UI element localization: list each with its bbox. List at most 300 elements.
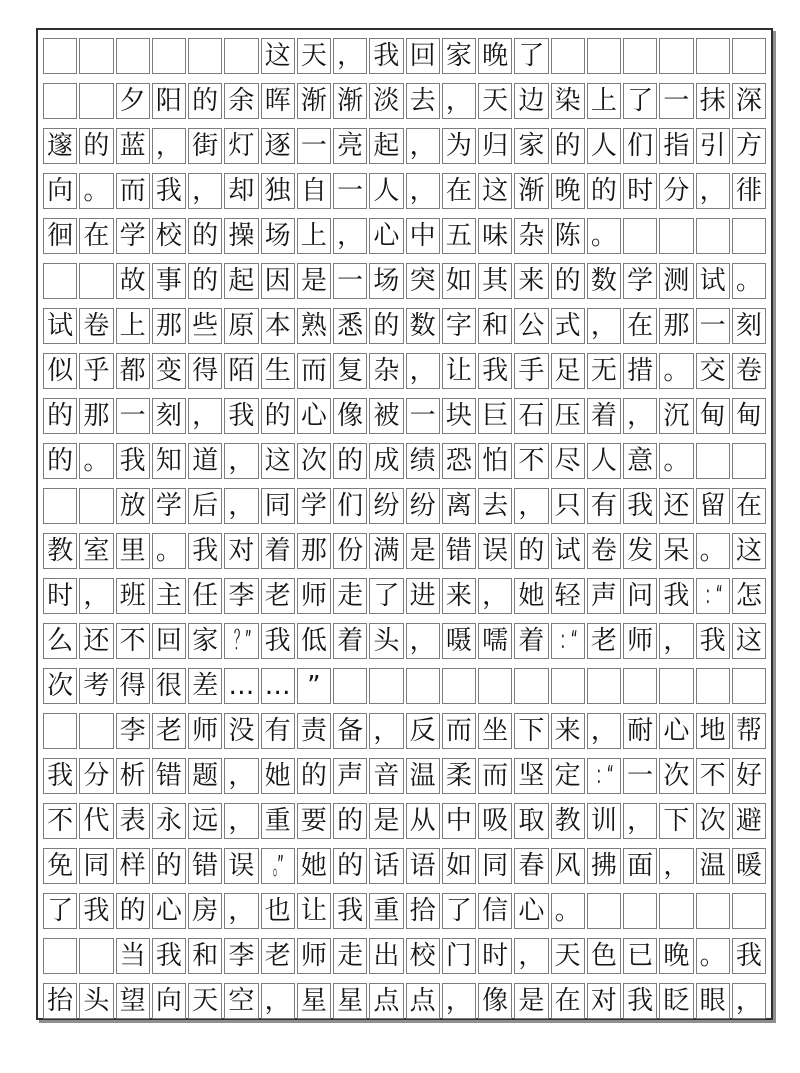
grid-cell <box>659 983 693 1019</box>
grid-cell <box>551 443 585 479</box>
character: 房 <box>192 896 219 926</box>
character: 考 <box>83 671 110 701</box>
character: 从 <box>409 806 436 836</box>
character: 备 <box>337 716 364 746</box>
grid-cell-empty <box>188 38 222 74</box>
character: 试 <box>554 536 581 566</box>
character: 我 <box>337 896 364 926</box>
character: 这 <box>482 176 509 206</box>
character: 自 <box>300 176 327 206</box>
character: 的 <box>47 446 74 476</box>
character: 师 <box>192 716 219 746</box>
grid-cell <box>224 128 258 164</box>
grid-cell <box>297 533 331 569</box>
character: 却 <box>228 176 255 206</box>
character: 一 <box>337 176 364 206</box>
character: 坐 <box>482 716 509 746</box>
grid-cell <box>261 398 295 434</box>
grid-cell <box>587 353 621 389</box>
grid-cell <box>188 758 222 794</box>
grid-cell <box>188 533 222 569</box>
grid-row <box>43 398 766 434</box>
grid-cell-empty <box>43 83 77 119</box>
grid-cell <box>369 488 403 524</box>
grid-cell <box>659 578 693 614</box>
character: 我 <box>482 356 509 386</box>
character: 怕 <box>482 446 509 476</box>
character: 测 <box>663 266 690 296</box>
character: 故 <box>119 266 146 296</box>
character: 足 <box>554 356 581 386</box>
character: 里 <box>119 536 146 566</box>
character: 了 <box>47 896 74 926</box>
grid-cell <box>406 983 440 1019</box>
grid-cell-empty <box>587 893 621 929</box>
grid-cell <box>406 848 440 884</box>
grid-cell <box>659 623 693 659</box>
grid-cell <box>224 803 258 839</box>
character: 的 <box>119 896 146 926</box>
grid-cell <box>442 38 476 74</box>
character: 话 <box>373 851 400 881</box>
character: 乎 <box>83 356 110 386</box>
character: 色 <box>590 941 617 971</box>
grid-cell <box>116 83 150 119</box>
grid-cell <box>152 803 186 839</box>
character: 着 <box>337 626 364 656</box>
grid-cell <box>696 263 730 299</box>
character: 低 <box>300 626 327 656</box>
grid-cell <box>297 398 331 434</box>
grid-cell <box>43 983 77 1019</box>
character: 向 <box>47 176 74 206</box>
character: 我 <box>47 761 74 791</box>
grid-cell <box>188 263 222 299</box>
character: 。 <box>663 446 690 476</box>
grid-cell <box>623 263 657 299</box>
grid-cell <box>442 803 476 839</box>
grid-cell <box>514 308 548 344</box>
character: 头 <box>83 986 110 1016</box>
grid-cell <box>224 218 258 254</box>
grid-cell <box>551 758 585 794</box>
character: 亮 <box>337 131 364 161</box>
character: ， <box>627 806 654 836</box>
character: 同 <box>264 491 291 521</box>
character: 错 <box>192 851 219 881</box>
grid-cell <box>659 533 693 569</box>
grid-cell <box>261 668 295 704</box>
character: 都 <box>119 356 146 386</box>
character: 阳 <box>155 86 182 116</box>
character: ， <box>699 176 726 206</box>
grid-cell <box>478 848 512 884</box>
character: 走 <box>337 581 364 611</box>
grid-cell <box>659 308 693 344</box>
grid-row <box>43 893 766 929</box>
character: 重 <box>264 806 291 836</box>
grid-cell <box>261 893 295 929</box>
grid-cell <box>297 353 331 389</box>
character: 星 <box>337 986 364 1016</box>
grid-cell <box>369 533 403 569</box>
grid-cell <box>659 758 693 794</box>
grid-cell <box>152 713 186 749</box>
character: 音 <box>373 761 400 791</box>
grid-cell <box>79 308 113 344</box>
character: 有 <box>590 491 617 521</box>
grid-cell <box>623 713 657 749</box>
grid-cell <box>551 398 585 434</box>
grid-cell-empty <box>732 668 766 704</box>
grid-cell-empty <box>587 668 621 704</box>
grid-row <box>43 263 766 299</box>
grid-cell <box>43 443 77 479</box>
grid-cell <box>478 578 512 614</box>
grid-cell <box>696 533 730 569</box>
character: 拾 <box>409 896 436 926</box>
grid-cell <box>623 758 657 794</box>
grid-cell <box>659 128 693 164</box>
character: ， <box>409 176 436 206</box>
character: 的 <box>337 851 364 881</box>
grid-cell <box>188 353 222 389</box>
character: ， <box>445 86 472 116</box>
character: 教 <box>554 806 581 836</box>
grid-cell <box>152 533 186 569</box>
grid-cell <box>514 38 548 74</box>
character: 渐 <box>518 176 545 206</box>
character: 次 <box>47 671 74 701</box>
grid-cell <box>43 848 77 884</box>
grid-cell <box>696 803 730 839</box>
grid-cell <box>442 218 476 254</box>
grid-cell <box>261 443 295 479</box>
grid-cell <box>514 443 548 479</box>
grid-cell <box>116 218 150 254</box>
grid-cell <box>333 758 367 794</box>
grid-cell <box>297 128 331 164</box>
character: 回 <box>155 626 182 656</box>
grid-cell <box>406 443 440 479</box>
grid-cell <box>79 533 113 569</box>
grid-cell <box>406 263 440 299</box>
character: 那 <box>83 401 110 431</box>
character: 已 <box>627 941 654 971</box>
character: 块 <box>445 401 472 431</box>
character: 手 <box>518 356 545 386</box>
grid-cell-empty <box>732 38 766 74</box>
character: 在 <box>735 491 762 521</box>
grid-cell <box>623 488 657 524</box>
grid-cell <box>732 173 766 209</box>
character: 得 <box>119 671 146 701</box>
grid-cell <box>587 803 621 839</box>
grid-cell <box>406 533 440 569</box>
grid-cell <box>152 893 186 929</box>
grid-cell <box>224 623 258 659</box>
grid-cell <box>43 623 77 659</box>
character: ， <box>445 986 472 1016</box>
character: 了 <box>627 86 654 116</box>
grid-cell <box>551 128 585 164</box>
grid-cell-empty <box>696 668 730 704</box>
grid-cell <box>224 578 258 614</box>
grid-cell <box>406 173 440 209</box>
grid-cell-empty <box>514 668 548 704</box>
character: 不 <box>699 761 726 791</box>
grid-cell <box>43 668 77 704</box>
grid-cell <box>442 578 476 614</box>
grid-cell <box>659 938 693 974</box>
character: 分 <box>83 761 110 791</box>
character: 向 <box>155 986 182 1016</box>
grid-cell <box>152 128 186 164</box>
character: 任 <box>192 581 219 611</box>
grid-cell-empty <box>79 83 113 119</box>
grid-cell <box>116 443 150 479</box>
character: 那 <box>300 536 327 566</box>
character: 引 <box>699 131 726 161</box>
grid-cell <box>152 263 186 299</box>
grid-row <box>43 803 766 839</box>
grid-cell <box>116 488 150 524</box>
character: 在 <box>627 311 654 341</box>
grid-cell <box>333 218 367 254</box>
grid-cell-empty <box>79 38 113 74</box>
character: 头 <box>373 626 400 656</box>
grid-cell <box>297 848 331 884</box>
character: 帮 <box>735 716 762 746</box>
character: 卷 <box>590 536 617 566</box>
character: 对 <box>228 536 255 566</box>
grid-cell <box>79 353 113 389</box>
grid-cell-empty <box>659 893 693 929</box>
grid-cell <box>333 713 367 749</box>
grid-cell <box>587 488 621 524</box>
grid-cell <box>587 83 621 119</box>
grid-row <box>43 758 766 794</box>
grid-cell <box>152 353 186 389</box>
character: 余 <box>228 86 255 116</box>
grid-cell <box>478 713 512 749</box>
grid-cell <box>261 758 295 794</box>
grid-cell <box>152 443 186 479</box>
character: 人 <box>590 446 617 476</box>
character: 心 <box>373 221 400 251</box>
character: 刻 <box>155 401 182 431</box>
character: 巨 <box>482 401 509 431</box>
character: 们 <box>627 131 654 161</box>
grid-cell <box>478 218 512 254</box>
grid-cell <box>696 173 730 209</box>
character: 来 <box>445 581 472 611</box>
grid-cell <box>478 173 512 209</box>
grid-cell <box>297 443 331 479</box>
grid-cell-empty <box>696 38 730 74</box>
grid-cell <box>696 983 730 1019</box>
grid-cell <box>333 848 367 884</box>
character: 重 <box>373 896 400 926</box>
character: ， <box>590 311 617 341</box>
grid-cell <box>406 578 440 614</box>
grid-cell-empty <box>732 443 766 479</box>
grid-cell <box>224 443 258 479</box>
grid-cell <box>79 848 113 884</box>
character: 悉 <box>337 311 364 341</box>
grid-cell <box>478 983 512 1019</box>
grid-cell <box>551 893 585 929</box>
grid-cell <box>732 533 766 569</box>
character: 复 <box>337 356 364 386</box>
character: 上 <box>590 86 617 116</box>
character: 家 <box>445 41 472 71</box>
character: 渐 <box>300 86 327 116</box>
grid-cell <box>514 263 548 299</box>
character: 老 <box>264 581 291 611</box>
grid-cell-empty <box>43 38 77 74</box>
character: ：“ <box>704 581 721 611</box>
grid-cell <box>297 263 331 299</box>
grid-cell-empty <box>442 668 476 704</box>
character: 生 <box>264 356 291 386</box>
character: 道 <box>192 446 219 476</box>
character: 操 <box>228 221 255 251</box>
grid-cell <box>732 353 766 389</box>
grid-cell <box>696 128 730 164</box>
grid-cell <box>587 443 621 479</box>
character: 变 <box>155 356 182 386</box>
character: 面 <box>627 851 654 881</box>
grid-cell <box>116 533 150 569</box>
character: 纷 <box>409 491 436 521</box>
character: 我 <box>83 896 110 926</box>
character: 次 <box>699 806 726 836</box>
character: 份 <box>337 536 364 566</box>
grid-cell <box>696 713 730 749</box>
grid-cell <box>369 983 403 1019</box>
character: 进 <box>409 581 436 611</box>
character: 。 <box>83 176 110 206</box>
character: 而 <box>300 356 327 386</box>
character: 的 <box>155 851 182 881</box>
character: ， <box>373 716 400 746</box>
grid-cell-empty <box>659 668 693 704</box>
character: 原 <box>228 311 255 341</box>
character: 同 <box>482 851 509 881</box>
grid-cell <box>297 713 331 749</box>
grid-cell <box>152 983 186 1019</box>
character: 知 <box>155 446 182 476</box>
character: 她 <box>518 581 545 611</box>
character: 上 <box>300 221 327 251</box>
character: … <box>228 671 255 701</box>
grid-cell <box>116 758 150 794</box>
grid-cell <box>297 983 331 1019</box>
character: 人 <box>590 131 617 161</box>
character: 绩 <box>409 446 436 476</box>
character: 数 <box>590 266 617 296</box>
grid-cell <box>369 758 403 794</box>
character: 心 <box>300 401 327 431</box>
character: 她 <box>300 851 327 881</box>
grid-cell <box>514 938 548 974</box>
character: 暖 <box>735 851 762 881</box>
character: 主 <box>155 581 182 611</box>
grid-cell <box>224 308 258 344</box>
grid-cell <box>478 758 512 794</box>
character: 甸 <box>735 401 762 431</box>
character: 我 <box>155 941 182 971</box>
character: 甸 <box>699 401 726 431</box>
character: 训 <box>590 806 617 836</box>
grid-cell <box>442 443 476 479</box>
grid-cell <box>333 578 367 614</box>
grid-cell <box>587 263 621 299</box>
grid-cell <box>369 938 403 974</box>
grid-cell <box>224 398 258 434</box>
grid-cell <box>333 443 367 479</box>
grid-cell <box>623 803 657 839</box>
grid-cell <box>333 353 367 389</box>
grid-cell <box>152 938 186 974</box>
grid-cell <box>79 803 113 839</box>
grid-cell-empty <box>696 893 730 929</box>
grid-cell <box>188 218 222 254</box>
grid-cell <box>333 263 367 299</box>
grid-cell <box>587 218 621 254</box>
character: 试 <box>47 311 74 341</box>
grid-cell <box>659 83 693 119</box>
grid-cell <box>587 623 621 659</box>
character: 地 <box>699 716 726 746</box>
grid-cell <box>442 308 476 344</box>
character: 的 <box>192 266 219 296</box>
grid-cell <box>261 173 295 209</box>
character: 出 <box>373 941 400 971</box>
grid-cell <box>696 758 730 794</box>
grid-cell <box>406 758 440 794</box>
character: 这 <box>735 626 762 656</box>
character: 试 <box>699 266 726 296</box>
character: ， <box>409 626 436 656</box>
grid-cell <box>224 758 258 794</box>
grid-cell-empty <box>623 38 657 74</box>
character: 也 <box>264 896 291 926</box>
grid-cell <box>732 623 766 659</box>
grid-row <box>43 488 766 524</box>
character: 杂 <box>373 356 400 386</box>
grid-cell <box>297 173 331 209</box>
character: 我 <box>699 626 726 656</box>
grid-cell <box>43 173 77 209</box>
character: 点 <box>409 986 436 1016</box>
character: 那 <box>155 311 182 341</box>
character: 天 <box>554 941 581 971</box>
grid-cell <box>369 83 403 119</box>
character: 下 <box>518 716 545 746</box>
grid-cell <box>188 443 222 479</box>
grid-cell <box>261 938 295 974</box>
character: 公 <box>518 311 545 341</box>
grid-cell <box>369 263 403 299</box>
character: 无 <box>590 356 617 386</box>
grid-cell <box>478 443 512 479</box>
character: 不 <box>119 626 146 656</box>
grid-cell <box>732 578 766 614</box>
grid-cell <box>369 173 403 209</box>
grid-cell <box>43 308 77 344</box>
